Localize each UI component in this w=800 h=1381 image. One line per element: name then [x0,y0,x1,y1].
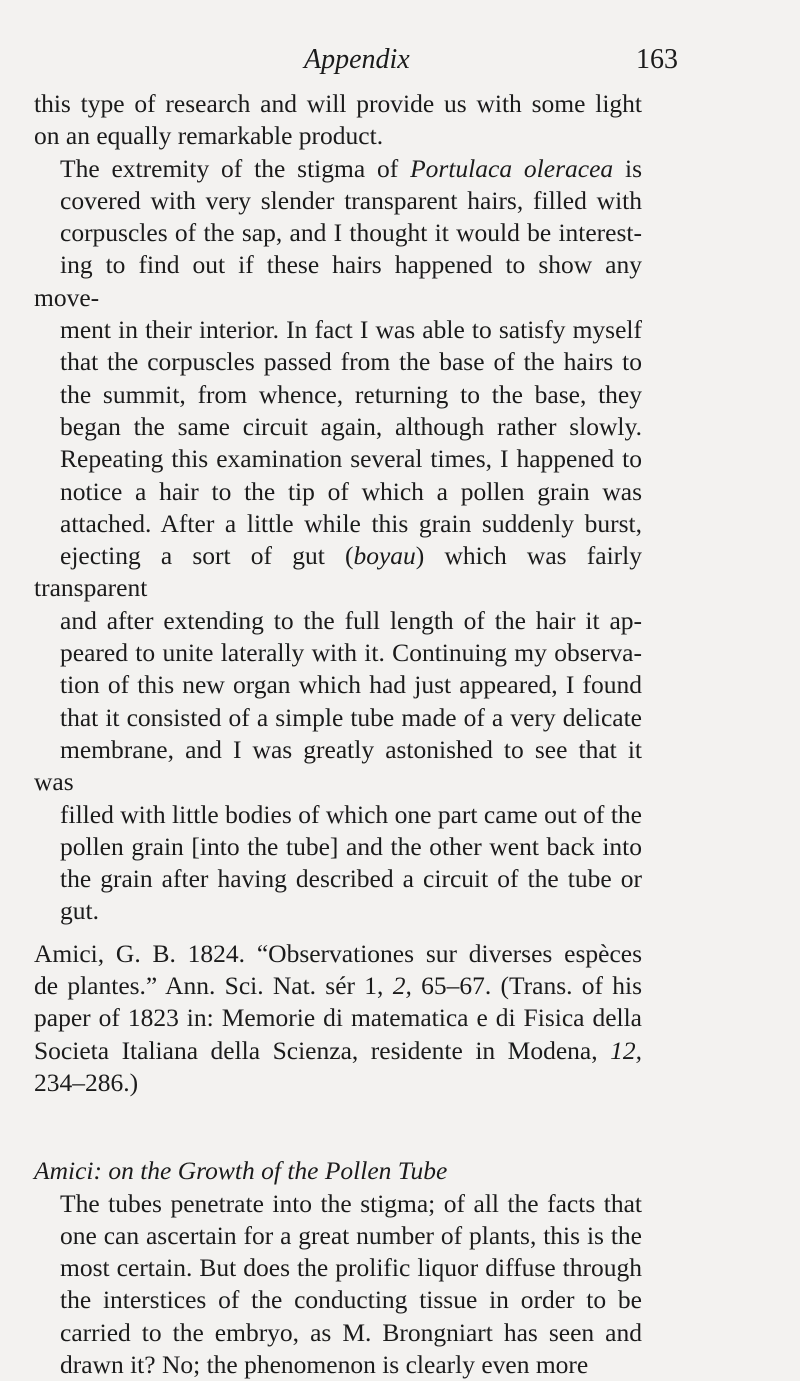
text-line: that it consisted of a simple tube made of a very delicate [34,702,642,734]
text-line: notice a hair to the tip of which a pollen grain was [34,476,642,508]
text-line: membrane, and I was greatly astonished to see that it was [34,734,642,799]
text-line: paper of 1823 in: Memorie di matematica e di Fisica della [34,1002,642,1034]
text-line: most certain. But does the prolific liquor diffuse through [34,1252,642,1284]
text-line: Repeating this examination several times, I happened to [34,443,642,475]
text-line: carried to the embryo, as M. Brongniart has seen and [34,1317,642,1349]
paragraph-observation [34,153,642,928]
text-line: ejecting a sort of gut (boyau) which was fairly transparent [34,540,642,605]
text-line: pollen grain [into the tube] and the other went back into [34,831,642,863]
paragraph-section-body [34,1188,642,1381]
page-number: 163 [636,44,678,76]
text-line: the summit, from whence, returning to the base, they [34,379,642,411]
book-page [34,44,782,1381]
text-line: covered with very slender transparent hairs, filled with [34,185,642,217]
text-line: peared to unite laterally with it. Continuing my observa- [34,637,642,669]
text-line: corpuscles of the sap, and I thought it would be interest- [34,217,642,249]
text-line: began the same circuit again, although rather slowly. [34,411,642,443]
citation [34,938,642,1099]
paragraph-intro [34,88,642,153]
text-line: one can ascertain for a great number of plants, this is the [34,1220,642,1252]
text-line: attached. After a little while this grain suddenly burst, [34,508,642,540]
text-line: Amici, G. B. 1824. “Observationes sur diverses espèces [34,938,642,970]
text-line: drawn it? No; the phenomenon is clearly even more [34,1349,642,1381]
text-line: that the corpuscles passed from the base of the hairs to [34,346,642,378]
text-line: gut. [34,895,642,927]
text-line: tion of this new organ which had just appeared, I found [34,669,642,701]
text-line: de plantes.” Ann. Sci. Nat. sér 1, 2, 65–67. (Trans. of his [34,970,642,1002]
running-head-title: Appendix [304,44,410,76]
text-line: on an equally remarkable product. [34,120,642,152]
text-line: The tubes penetrate into the stigma; of all the facts that [34,1188,642,1220]
text-line: ing to find out if these hairs happened to show any move- [34,249,642,314]
text-line: filled with little bodies of which one part came out of the [34,799,642,831]
text-line: ment in their interior. In fact I was able to satisfy myself [34,314,642,346]
text-line: and after extending to the full length of the hair it ap- [34,605,642,637]
running-head [34,44,782,88]
text-line: Societa Italiana della Scienza, residente in Modena, 12, [34,1035,642,1067]
text-line: this type of research and will provide us with some light [34,88,642,120]
text-line: the interstices of the conducting tissue in order to be [34,1284,642,1316]
text-line: The extremity of the stigma of Portulaca oleracea is [34,153,642,185]
text-line: the grain after having described a circuit of the tube or [34,863,642,895]
section-heading: Amici: on the Growth of the Pollen Tube [34,1155,642,1187]
text-line: 234–286.) [34,1067,642,1099]
